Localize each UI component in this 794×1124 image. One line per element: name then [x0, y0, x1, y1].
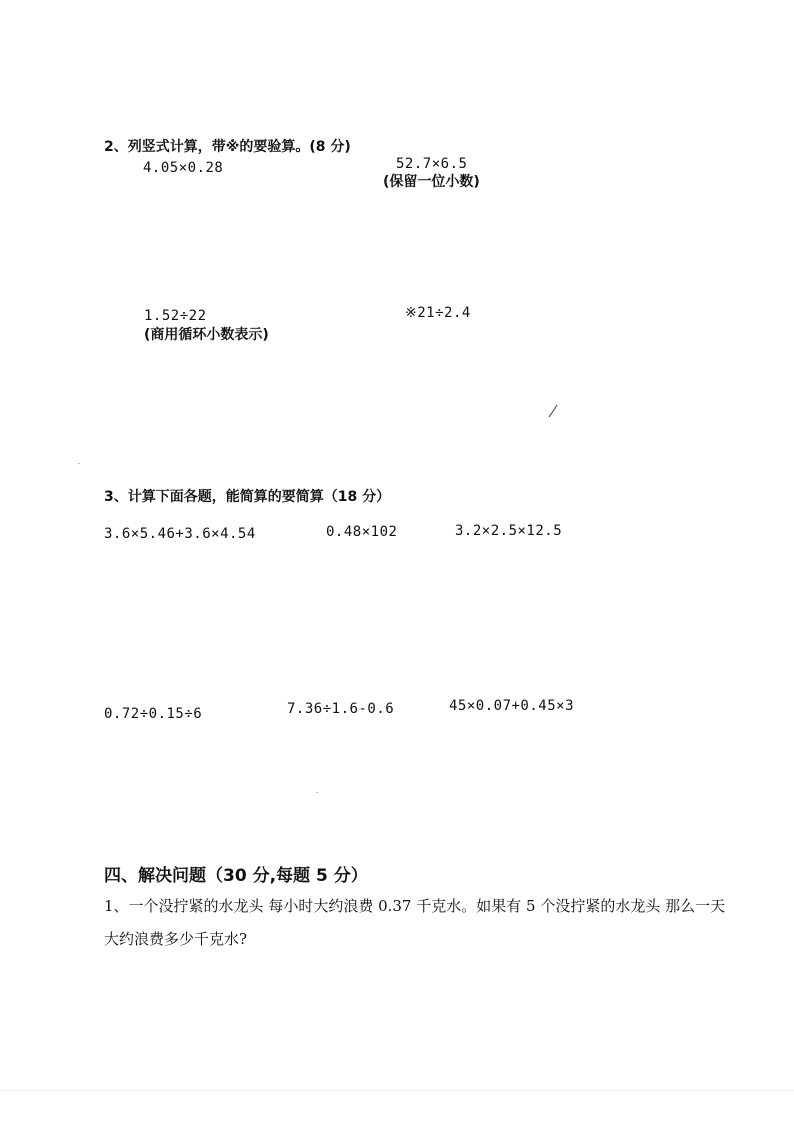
- section-3-title: 3、计算下面各题，能简算的要简算（18 分）: [104, 489, 391, 505]
- expr-1-2: 0.48×102: [326, 524, 398, 540]
- scan-speck: [316, 792, 318, 793]
- calc-item-4: ※21÷2.4: [405, 305, 471, 321]
- scan-speck: [78, 463, 80, 464]
- expr-1-3: 3.2×2.5×12.5: [455, 523, 563, 539]
- part-4-heading: 四、解决问题（30 分,每题 5 分）: [104, 866, 368, 886]
- calc-item-2-note: (保留一位小数): [383, 174, 480, 190]
- calc-item-3: 1.52÷22: [144, 308, 207, 324]
- expr-2-2: 7.36÷1.6-0.6: [287, 701, 395, 717]
- calc-item-3-note: (商用循环小数表示): [144, 327, 269, 343]
- expr-1-1: 3.6×5.46+3.6×4.54: [104, 526, 256, 542]
- pen-mark-icon: [547, 404, 559, 418]
- problem-1-line-2: 大约浪费多少千克水?: [104, 930, 248, 948]
- page-bottom-edge: [0, 1090, 794, 1091]
- expr-2-1: 0.72÷0.15÷6: [104, 706, 203, 722]
- calc-item-1: 4.05×0.28: [143, 160, 224, 176]
- expr-2-3: 45×0.07+0.45×3: [449, 698, 575, 714]
- section-2-title: 2、列竖式计算，带※的要验算。(8 分): [104, 139, 351, 155]
- problem-1-line-1: 1、一个没拧紧的水龙头 每小时大约浪费 0.37 千克水。如果有 5 个没拧紧的水龙头 那么一天: [104, 897, 726, 915]
- calc-item-2: 52.7×6.5: [396, 156, 468, 172]
